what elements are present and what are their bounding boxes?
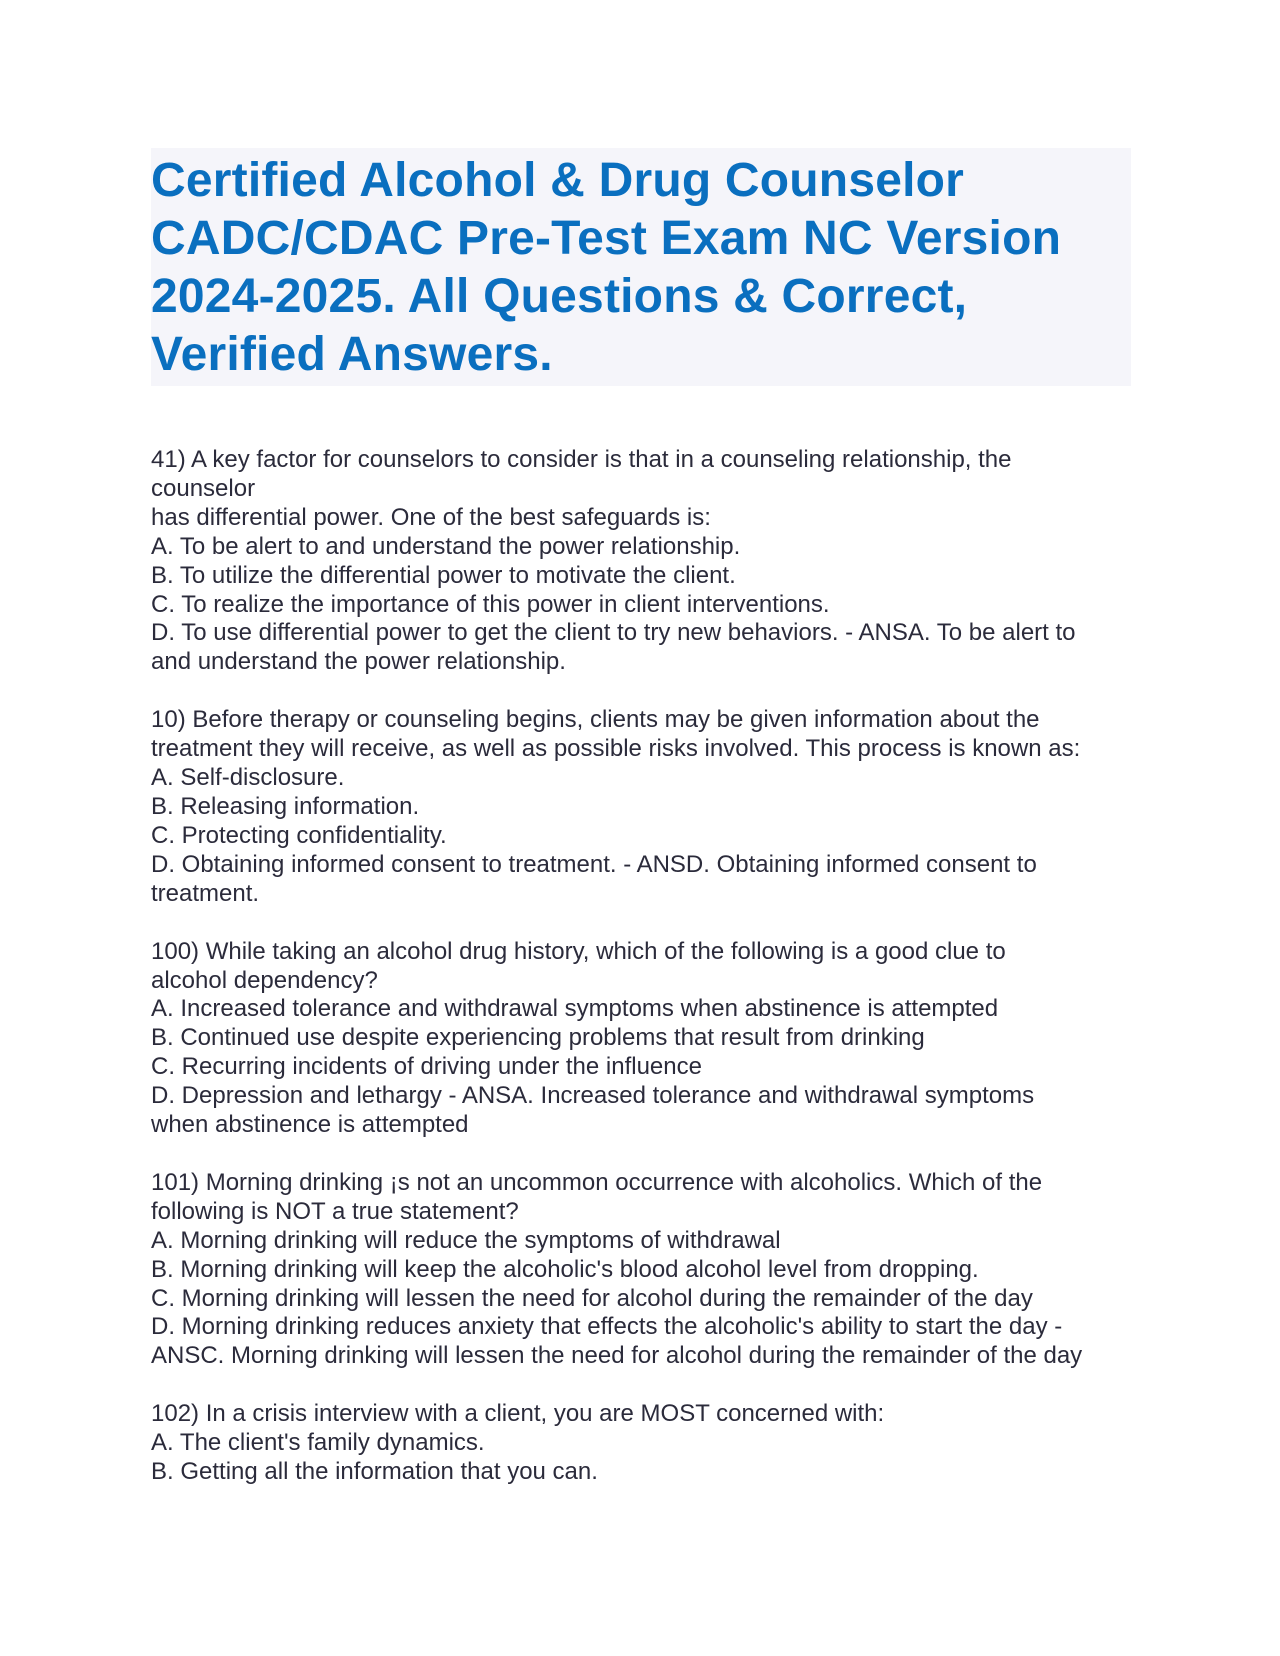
question-text: 102) In a crisis interview with a client, you are MOST concerned with:	[151, 1400, 885, 1428]
document-page	[151, 148, 1131, 1516]
question-text: has differential power. One of the best safeguards is:	[151, 503, 711, 531]
title-line: 2024-2025. All Questions & Correct,	[151, 270, 968, 323]
question-text: 10) Before therapy or counseling begins, clients may be given information about the	[151, 706, 1040, 734]
answer-text: treatment.	[151, 879, 260, 907]
answer-option: D. Morning drinking reduces anxiety that effects the alcoholic's ability to start the day -	[151, 1313, 1063, 1341]
question-102	[151, 1400, 1131, 1487]
answer-option: C. To realize the importance of this power in client interventions.	[151, 590, 830, 618]
answer-text: and understand the power relationship.	[151, 648, 566, 676]
question-text: treatment they will receive, as well as possible risks involved. This process is known as:	[151, 735, 1081, 763]
question-100	[151, 938, 1131, 1140]
answer-option: B. Releasing information.	[151, 792, 420, 820]
question-text: 41) A key factor for counselors to consider is that in a counseling relationship, the	[151, 446, 1012, 473]
question-41	[151, 446, 1131, 677]
answer-option: A. Increased tolerance and withdrawal symptoms when abstinence is attempted	[151, 995, 999, 1023]
answer-option: A. Self-disclosure.	[151, 764, 345, 792]
questions-body	[151, 446, 1131, 1487]
answer-option: A. The client's family dynamics.	[151, 1429, 485, 1457]
title-line: Verified Answers.	[151, 328, 553, 381]
answer-option: D. Depression and lethargy - ANSA. Increased tolerance and withdrawal symptoms	[151, 1082, 1035, 1110]
answer-text: when abstinence is attempted	[151, 1111, 469, 1139]
answer-option: B. Morning drinking will keep the alcoholic's blood alcohol level from dropping.	[151, 1255, 979, 1283]
question-text: counselor	[151, 474, 256, 502]
answer-option: D. To use differential power to get the client to try new behaviors. - ANSA. To be alert to	[151, 619, 1076, 647]
question-text: following is NOT a true statement?	[151, 1197, 519, 1225]
question-10	[151, 706, 1131, 908]
answer-option: B. To utilize the differential power to motivate the client.	[151, 561, 736, 589]
answer-option: B. Continued use despite experiencing problems that result from drinking	[151, 1024, 925, 1052]
answer-option: D. Obtaining informed consent to treatment. - ANSD. Obtaining informed consent to	[151, 850, 1037, 878]
answer-option: A. To be alert to and understand the power relationship.	[151, 532, 741, 560]
answer-option: A. Morning drinking will reduce the symptoms of withdrawal	[151, 1226, 781, 1254]
answer-option: C. Morning drinking will lessen the need for alcohol during the remainder of the day	[151, 1284, 1033, 1312]
answer-option: C. Recurring incidents of driving under the influence	[151, 1053, 702, 1081]
answer-option: C. Protecting confidentiality.	[151, 821, 447, 849]
question-text: 100) While taking an alcohol drug history, which of the following is a good clue to	[151, 937, 1006, 965]
question-101	[151, 1169, 1131, 1371]
title-banner	[151, 148, 1131, 386]
answer-text: ANSC. Morning drinking will lessen the need for alcohol during the remainder of the day	[151, 1342, 1083, 1370]
answer-option: B. Getting all the information that you can.	[151, 1458, 598, 1486]
question-text: 101) Morning drinking ¡s not an uncommon occurrence with alcoholics. Which of the	[151, 1168, 1043, 1196]
title-line: Certified Alcohol & Drug Counselor	[151, 154, 965, 207]
title-line: CADC/CDAC Pre-Test Exam NC Version	[151, 212, 1062, 265]
document-title	[151, 152, 1131, 384]
question-text: alcohol dependency?	[151, 966, 378, 994]
